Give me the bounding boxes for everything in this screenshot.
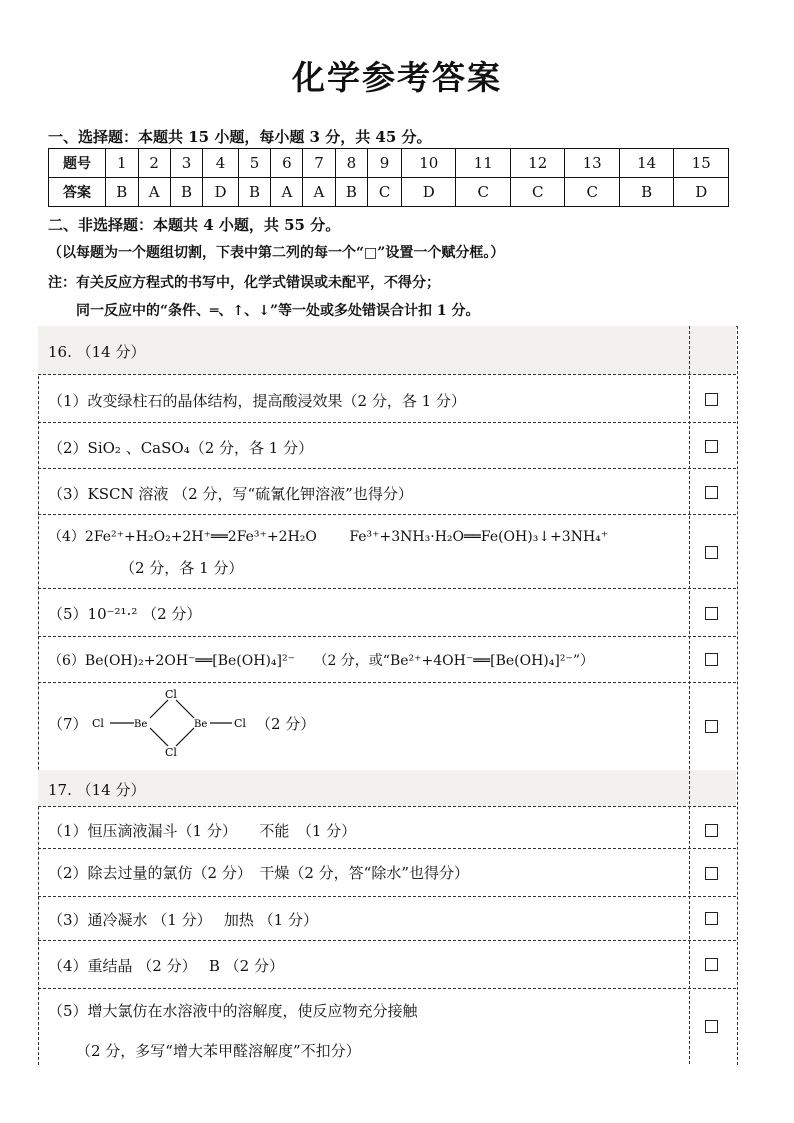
- note-paren: （以每题为一个题组切割，下表中第二列的每一个“□”设置一个赋分框。）: [48, 245, 505, 261]
- be-atom-left: Be: [134, 719, 148, 730]
- score-box-16-2[interactable]: [705, 440, 718, 453]
- section-1-heading: 一、选择题：本题共 15 小题，每小题 3 分，共 45 分。: [48, 128, 432, 146]
- q17-heading: 17. （14 分）: [48, 781, 146, 799]
- page-title: 化学参考答案: [292, 58, 502, 97]
- answer-cell: A: [303, 178, 335, 207]
- qnum: 14: [619, 149, 673, 178]
- q17-answer-5-line2: （2 分，多写“增大苯甲醛溶解度”不扣分）: [76, 1042, 361, 1060]
- q17-answer-3: （3）通冷凝水 （1 分） 加热 （1 分）: [48, 911, 318, 929]
- q17-answer-4: （4）重结晶 （2 分） B （2 分）: [48, 957, 284, 975]
- qnum: 6: [271, 149, 303, 178]
- answer-cell: D: [674, 178, 729, 207]
- score-box-16-6[interactable]: [705, 653, 718, 666]
- qnum: 4: [203, 149, 238, 178]
- q17-answer-1: （1）恒压滴液漏斗（1 分） 不能 （1 分）: [48, 822, 357, 840]
- column-divider: [689, 326, 690, 1064]
- note-2: 同一反应中的“条件、═、↑、↓”等一处或多处错误合计扣 1 分。: [76, 303, 480, 319]
- answer-cell: B: [619, 178, 673, 207]
- note-1: 注：有关反应方程式的书写中，化学式错误或未配平，不得分；: [48, 275, 440, 291]
- answer-cell: C: [565, 178, 619, 207]
- answer-cell: C: [456, 178, 510, 207]
- score-box-17-2[interactable]: [705, 867, 718, 880]
- qnum: 12: [510, 149, 564, 178]
- question-number-row: [49, 149, 729, 178]
- cl-atom-right: Cl: [234, 717, 246, 730]
- q16-answer-1: （1）改变绿柱石的晶体结构，提高酸浸效果（2 分，各 1 分）: [48, 392, 466, 410]
- answer-cell: D: [203, 178, 238, 207]
- answer-cell: B: [335, 178, 368, 207]
- q16-answer-4-line2: （2 分，各 1 分）: [120, 559, 244, 577]
- qnum: 15: [674, 149, 729, 178]
- row-header-answer: 答案: [49, 178, 106, 207]
- score-box-16-5[interactable]: [705, 607, 718, 620]
- row-header-number: 题号: [49, 149, 106, 178]
- answer-cell: A: [271, 178, 303, 207]
- qnum: 13: [565, 149, 619, 178]
- score-box-17-4[interactable]: [705, 958, 718, 971]
- qnum: 2: [138, 149, 170, 178]
- qnum: 9: [368, 149, 402, 178]
- be-atom-right: Be: [194, 719, 208, 730]
- score-box-16-7[interactable]: [705, 720, 718, 733]
- q17-answer-5-line1: （5）增大氯仿在水溶液中的溶解度，使反应物充分接触: [48, 1002, 418, 1020]
- q16-answer-5: （5）10⁻²¹·² （2 分）: [48, 605, 202, 623]
- answer-cell: C: [368, 178, 402, 207]
- qnum: 5: [238, 149, 271, 178]
- score-box-17-5[interactable]: [705, 1020, 718, 1033]
- q16-answer-2: （2）SiO₂ 、CaSO₄（2 分，各 1 分）: [48, 439, 314, 457]
- q16-answer-7-score: （2 分）: [256, 715, 316, 733]
- qnum: 10: [402, 149, 456, 178]
- answer-cell: D: [402, 178, 456, 207]
- qnum: 11: [456, 149, 510, 178]
- score-box-16-1[interactable]: [705, 393, 718, 406]
- answer-cell: A: [138, 178, 170, 207]
- score-box-16-4[interactable]: [705, 546, 718, 559]
- score-box-16-3[interactable]: [705, 486, 718, 499]
- section-2-heading: 二、非选择题：本题共 4 小题，共 55 分。: [48, 216, 341, 234]
- answer-cell: B: [170, 178, 203, 207]
- q16-heading: 16. （14 分）: [48, 343, 146, 361]
- score-box-17-3[interactable]: [705, 912, 718, 925]
- q16-answer-4-line1: （4）2Fe²⁺+H₂O₂+2H⁺══2Fe³⁺+2H₂O Fe³⁺+3NH₃·H₂O══Fe(OH)₃↓+3NH₄⁺: [48, 529, 609, 545]
- cl-atom-bottom: Cl: [165, 746, 177, 758]
- answer-cell: C: [510, 178, 564, 207]
- q16-answer-3: （3）KSCN 溶液 （2 分，写“硫氰化钾溶液”也得分）: [48, 485, 413, 503]
- cl-atom-top: Cl: [165, 688, 177, 701]
- qnum: 1: [106, 149, 139, 178]
- qnum: 8: [335, 149, 368, 178]
- answer-row: [49, 178, 729, 207]
- qnum: 7: [303, 149, 335, 178]
- q16-answer-7-prefix: （7）: [48, 715, 88, 733]
- answer-cell: B: [238, 178, 271, 207]
- q16-answer-6: （6）Be(OH)₂+2OH⁻══[Be(OH)₄]²⁻ （2 分，或“Be²⁺+4OH⁻══[Be(OH)₄]²⁻”）: [48, 653, 594, 669]
- answer-cell: B: [106, 178, 139, 207]
- cl-atom-left: Cl: [92, 717, 104, 730]
- answer-table: [48, 148, 729, 207]
- score-box-17-1[interactable]: [705, 824, 718, 837]
- q17-answer-2: （2）除去过量的氯仿（2 分） 干燥（2 分，答“除水”也得分）: [48, 864, 470, 882]
- qnum: 3: [170, 149, 203, 178]
